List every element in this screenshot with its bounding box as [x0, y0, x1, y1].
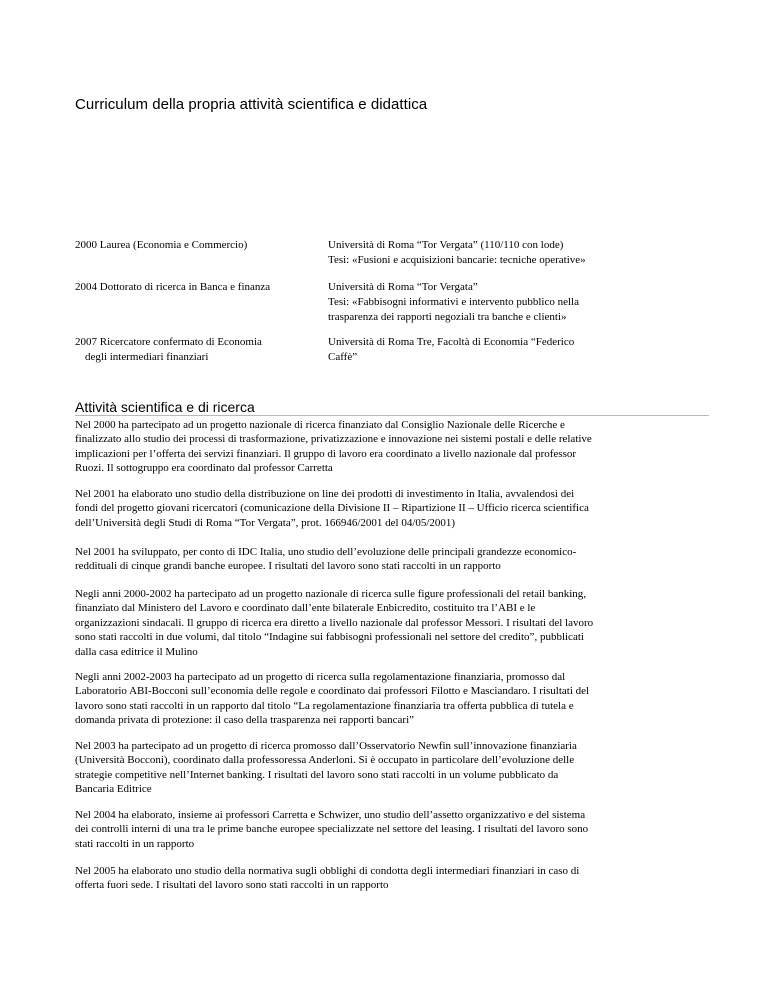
research-paragraph: Nel 2001 ha elaborato uno studio della distribuzione on line dei prodotti di investimento in Italia, avvalendosi dei fondi del progetto giovani ricercatori (comunicazione della Divisione II – Ripartizione II – Ufficio ricerca scientifica dell’Università degli Studi di Roma “Tor Vergata”, prot. 166946/2001 del 04/05/2001) [75, 488, 589, 529]
education-degree [75, 280, 307, 295]
education-degree-line: 2004 Dottorato di ricerca in Banca e finanza [75, 281, 271, 293]
institution-line: Università di Roma “Tor Vergata” [328, 281, 478, 293]
education-degree-line: 2007 Ricercatore confermato di Economia [75, 336, 262, 348]
education-degree-line: degli intermediari finanziari [85, 351, 209, 363]
education-degree-line: 2000 Laurea (Economia e Commercio) [75, 239, 248, 251]
education-institution [328, 335, 628, 365]
research-paragraph: Nel 2000 ha partecipato ad un progetto nazionale di ricerca finanziato dal Consiglio Nazionale delle Ricerche e finalizzato allo studio dei processi di trasformazione, privatizzazione e innovazione nei sistemi postali e delle relative implicazioni per l’offerta dei servizi finanziari. Il gruppo di lavoro era coordinato a livello nazionale dal professor Ruozi. Il sottogruppo era coordinato dal professor Carretta [75, 419, 592, 475]
page-title: Curriculum della propria attività scientifica e didattica [75, 96, 428, 113]
education-institution [328, 280, 628, 325]
research-paragraph: Nel 2001 ha sviluppato, per conto di IDC Italia, uno studio dell’evoluzione delle principali grandezze economico-reddituali di cinque grandi banche europee. I risultati del lavoro sono stati raccolti in un rapporto [75, 546, 577, 573]
research-paragraph: Negli anni 2002-2003 ha partecipato ad un progetto di ricerca sulla regolamentazione finanziaria, promosso dal Laboratorio ABI-Bocconi sull’economia delle regole e coordinato dai professori Filotto e Masciandaro. I risultati del lavoro sono stati raccolti in un rapporto dal titolo “La regolamentazione finanziaria tra offerta pubblica di tutela e domanda privata di protezione: il caso della trasparenza nei rapporti bancari” [75, 671, 590, 727]
thesis-line: Tesi: «Fabbisogni informativi e intervento pubblico nella [328, 296, 579, 308]
education-institution [328, 238, 628, 268]
institution-line: Università di Roma Tre, Facoltà di Economia “Federico [328, 336, 575, 348]
institution-line: Caffè” [328, 351, 358, 363]
education-degree [75, 335, 307, 365]
institution-line: Università di Roma “Tor Vergata” (110/110 con lode) [328, 239, 564, 251]
research-paragraph: Nel 2003 ha partecipato ad un progetto di ricerca promosso dall’Osservatorio Newfin sull’innovazione finanziaria (Università Bocconi), coordinato dalla professoressa Anderloni. Si è occupato in particolare dell’evoluzione delle strategie competitive nell’Internet banking. I risultati del lavoro sono stati raccolti in un volume pubblicato da Bancaria Editrice [75, 740, 577, 796]
research-paragraph: Nel 2004 ha elaborato, insieme ai professori Carretta e Schwizer, uno studio dell’assetto organizzativo e del sistema dei controlli interni di una tra le prime banche europee specializzate nel settore del leasing. I risultati del lavoro sono stati raccolti in un rapporto [75, 809, 589, 850]
education-degree [75, 238, 307, 253]
section-title: Attività scientifica e di ricerca [75, 399, 709, 416]
research-paragraph: Negli anni 2000-2002 ha partecipato ad un progetto nazionale di ricerca sulle figure professionali del retail banking, finanziato dal Ministero del Lavoro e coordinato dall’ente bilaterale Enbicredito, costituito tra l’ABI e le organizzazioni sindacali. Il gruppo di ricerca era diretto a livello nazionale dal professor Messori. I risultati del lavoro sono stati raccolti in due volumi, dal titolo “Indagine sui fabbisogni professionali nel settore del credito”, pubblicati dalla casa editrice il Mulino [75, 588, 594, 658]
thesis-line: trasparenza dei rapporti negoziali tra banche e clienti» [328, 311, 567, 323]
research-paragraph: Nel 2005 ha elaborato uno studio della normativa sugli obblighi di condotta degli intermediari finanziari in caso di offerta fuori sede. I risultati del lavoro sono stati raccolti in un rapporto [75, 865, 580, 892]
thesis-line: Tesi: «Fusioni e acquisizioni bancarie: tecniche operative» [328, 254, 586, 266]
